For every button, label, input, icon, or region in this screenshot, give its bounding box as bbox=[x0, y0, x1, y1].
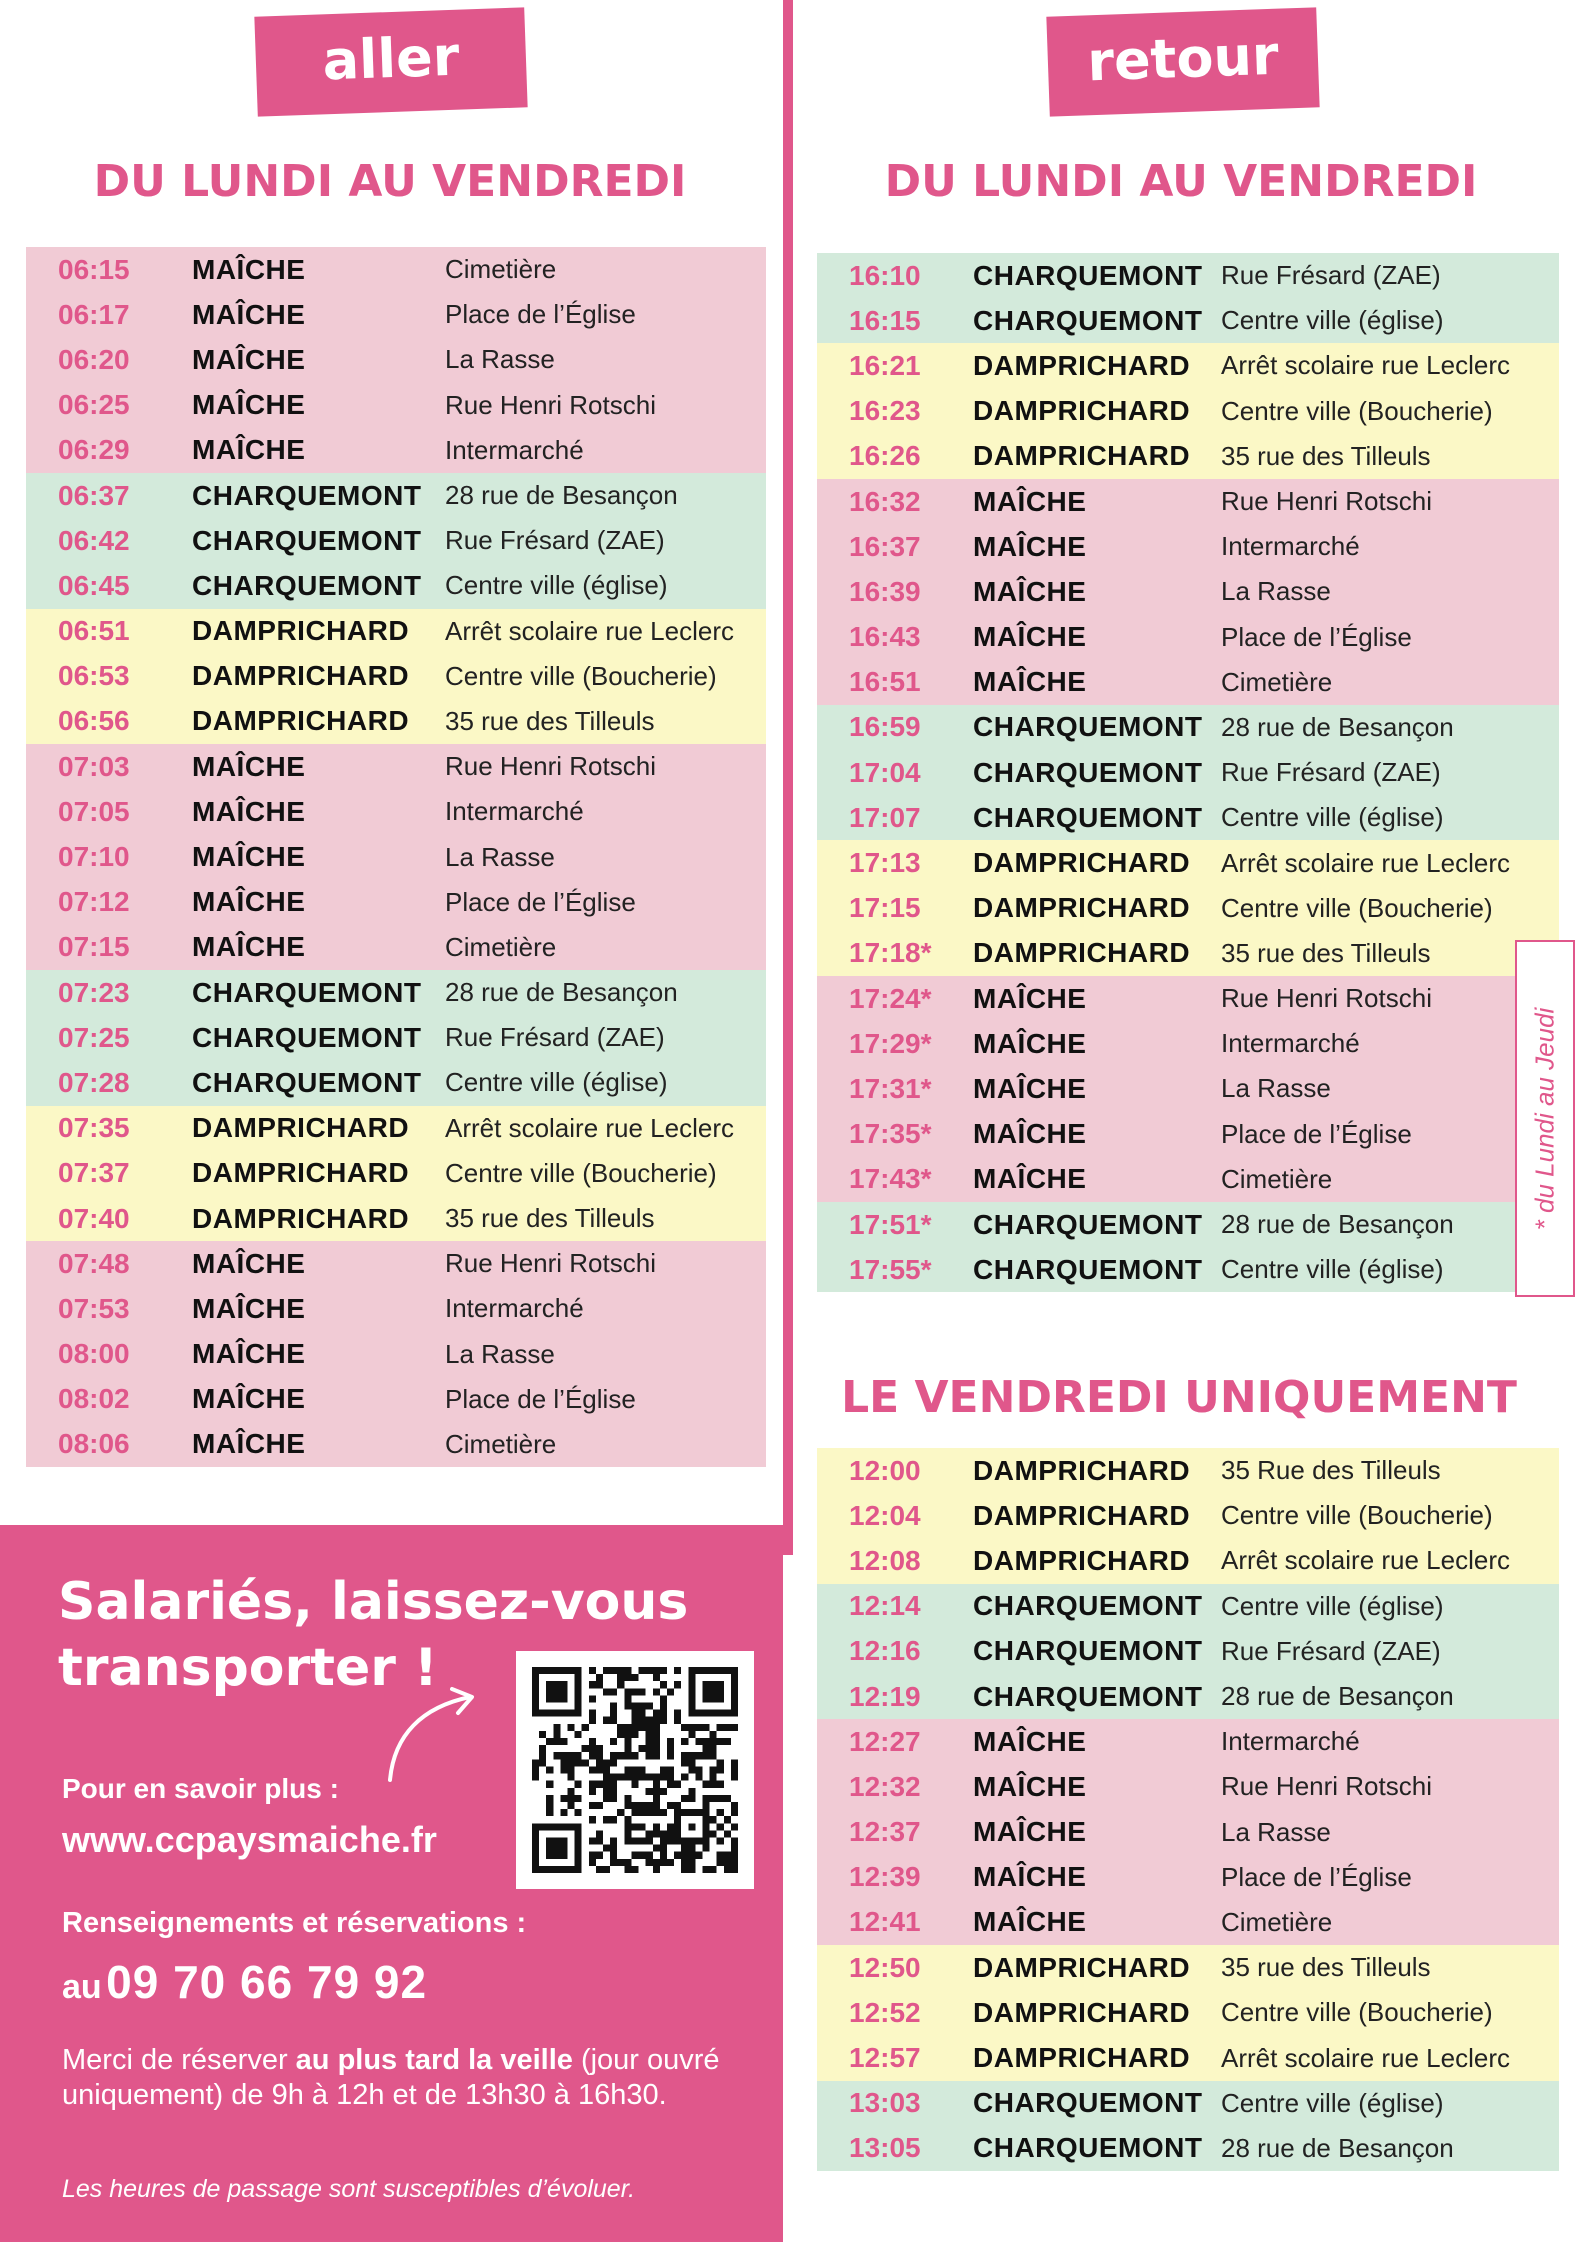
time-cell: 16:39 bbox=[817, 569, 973, 614]
booking-message-part1: Merci de réserver bbox=[62, 2044, 296, 2076]
town-cell: DAMPRICHARD bbox=[973, 886, 1221, 931]
time-cell: 16:37 bbox=[817, 524, 973, 569]
booking-message bbox=[62, 2043, 722, 2113]
time-cell: 08:00 bbox=[26, 1332, 192, 1377]
retour-schedule-table bbox=[817, 253, 1559, 1292]
table-row bbox=[817, 1900, 1559, 1945]
time-cell: 12:27 bbox=[817, 1719, 973, 1764]
town-cell: DAMPRICHARD bbox=[192, 654, 445, 699]
vendredi-section-title: LE VENDREDI UNIQUEMENT bbox=[841, 1372, 1517, 1423]
town-cell: MAÎCHE bbox=[973, 1810, 1221, 1855]
time-cell: 12:52 bbox=[817, 1990, 973, 2035]
time-cell: 12:32 bbox=[817, 1764, 973, 1809]
table-row bbox=[817, 1764, 1559, 1809]
time-cell: 17:13 bbox=[817, 840, 973, 885]
time-cell: 07:40 bbox=[26, 1196, 192, 1241]
aller-section-title: DU LUNDI AU VENDREDI bbox=[93, 156, 687, 207]
time-cell: 12:00 bbox=[817, 1448, 973, 1493]
time-cell: 07:25 bbox=[26, 1015, 192, 1060]
table-row bbox=[26, 1015, 766, 1060]
stop-cell: Centre ville (église) bbox=[1221, 1247, 1559, 1292]
stop-cell: Rue Frésard (ZAE) bbox=[445, 1015, 766, 1060]
time-cell: 13:05 bbox=[817, 2126, 973, 2171]
town-cell: DAMPRICHARD bbox=[973, 434, 1221, 479]
town-cell: CHARQUEMONT bbox=[192, 970, 445, 1015]
retour-tag: retour bbox=[1046, 7, 1319, 116]
town-cell: MAÎCHE bbox=[973, 524, 1221, 569]
town-cell: MAÎCHE bbox=[973, 615, 1221, 660]
town-cell: MAÎCHE bbox=[973, 1066, 1221, 1111]
table-row bbox=[26, 609, 766, 654]
stop-cell: Intermarché bbox=[445, 1286, 766, 1331]
table-row bbox=[817, 1021, 1559, 1066]
time-cell: 07:23 bbox=[26, 970, 192, 1015]
town-cell: MAÎCHE bbox=[192, 880, 445, 925]
table-row bbox=[26, 337, 766, 382]
time-cell: 06:53 bbox=[26, 654, 192, 699]
town-cell: MAÎCHE bbox=[973, 1112, 1221, 1157]
stop-cell: Place de l’Église bbox=[445, 880, 766, 925]
stop-cell: Rue Henri Rotschi bbox=[445, 744, 766, 789]
stop-cell: 28 rue de Besançon bbox=[445, 970, 766, 1015]
table-row bbox=[26, 880, 766, 925]
town-cell: MAÎCHE bbox=[973, 660, 1221, 705]
time-cell: 16:15 bbox=[817, 298, 973, 343]
town-cell: CHARQUEMONT bbox=[192, 563, 445, 608]
table-row bbox=[26, 925, 766, 970]
town-cell: MAÎCHE bbox=[192, 789, 445, 834]
stop-cell: 35 rue des Tilleuls bbox=[445, 1196, 766, 1241]
table-row bbox=[26, 1332, 766, 1377]
stop-cell: Rue Henri Rotschi bbox=[445, 383, 766, 428]
time-cell: 17:18* bbox=[817, 931, 973, 976]
schedule-disclaimer: Les heures de passage sont susceptibles d’évoluer. bbox=[62, 2175, 636, 2203]
stop-cell: Cimetière bbox=[445, 247, 766, 292]
booking-message-part2: (jour ouvré uniquement) de 9h à 12h et de 13h30 à 16h30. bbox=[62, 2044, 720, 2111]
town-cell: DAMPRICHARD bbox=[192, 1106, 445, 1151]
time-cell: 12:14 bbox=[817, 1584, 973, 1629]
table-row bbox=[817, 750, 1559, 795]
stop-cell: Intermarché bbox=[1221, 524, 1559, 569]
promo-panel bbox=[0, 1525, 783, 2242]
town-cell: DAMPRICHARD bbox=[973, 2035, 1221, 2080]
time-cell: 12:39 bbox=[817, 1855, 973, 1900]
table-row bbox=[26, 654, 766, 699]
table-row bbox=[817, 1448, 1559, 1493]
stop-cell: Intermarché bbox=[445, 428, 766, 473]
town-cell: MAÎCHE bbox=[192, 383, 445, 428]
time-cell: 07:37 bbox=[26, 1151, 192, 1196]
stop-cell: Rue Frésard (ZAE) bbox=[445, 518, 766, 563]
town-cell: CHARQUEMONT bbox=[973, 795, 1221, 840]
stop-cell: Place de l’Église bbox=[1221, 1855, 1559, 1900]
table-row bbox=[26, 1286, 766, 1331]
table-row bbox=[817, 524, 1559, 569]
table-row bbox=[26, 247, 766, 292]
time-cell: 06:15 bbox=[26, 247, 192, 292]
time-cell: 06:37 bbox=[26, 473, 192, 518]
time-cell: 12:37 bbox=[817, 1810, 973, 1855]
table-row bbox=[817, 840, 1559, 885]
table-row bbox=[26, 518, 766, 563]
stop-cell: Rue Frésard (ZAE) bbox=[1221, 253, 1559, 298]
town-cell: CHARQUEMONT bbox=[973, 1247, 1221, 1292]
town-cell: DAMPRICHARD bbox=[973, 840, 1221, 885]
stop-cell: 35 rue des Tilleuls bbox=[1221, 931, 1559, 976]
town-cell: MAÎCHE bbox=[973, 569, 1221, 614]
time-cell: 06:20 bbox=[26, 337, 192, 382]
town-cell: CHARQUEMONT bbox=[192, 1015, 445, 1060]
table-row bbox=[817, 931, 1559, 976]
phone-line bbox=[62, 1955, 427, 2009]
stop-cell: Rue Henri Rotschi bbox=[1221, 1764, 1559, 1809]
town-cell: MAÎCHE bbox=[973, 479, 1221, 524]
stop-cell: Centre ville (église) bbox=[1221, 2081, 1559, 2126]
stop-cell: Place de l’Église bbox=[1221, 615, 1559, 660]
table-row bbox=[26, 1422, 766, 1467]
town-cell: CHARQUEMONT bbox=[973, 1629, 1221, 1674]
stop-cell: Rue Frésard (ZAE) bbox=[1221, 750, 1559, 795]
time-cell: 08:06 bbox=[26, 1422, 192, 1467]
stop-cell: 28 rue de Besançon bbox=[1221, 705, 1559, 750]
table-row bbox=[817, 1945, 1559, 1990]
time-cell: 08:02 bbox=[26, 1377, 192, 1422]
qr-code-graphic bbox=[532, 1667, 738, 1873]
stop-cell: Centre ville (église) bbox=[1221, 1584, 1559, 1629]
time-cell: 16:51 bbox=[817, 660, 973, 705]
stop-cell: Place de l’Église bbox=[445, 1377, 766, 1422]
table-row bbox=[817, 1855, 1559, 1900]
town-cell: DAMPRICHARD bbox=[973, 1945, 1221, 1990]
more-info-label: Pour en savoir plus : bbox=[62, 1773, 339, 1804]
stop-cell: Intermarché bbox=[445, 789, 766, 834]
table-row bbox=[817, 434, 1559, 479]
table-row bbox=[817, 1719, 1559, 1764]
town-cell: MAÎCHE bbox=[192, 247, 445, 292]
stop-cell: Centre ville (Boucherie) bbox=[1221, 886, 1559, 931]
town-cell: CHARQUEMONT bbox=[192, 518, 445, 563]
stop-cell: 35 Rue des Tilleuls bbox=[1221, 1448, 1559, 1493]
promo-headline: Salariés, laissez-vous transporter ! bbox=[58, 1572, 689, 1698]
table-row bbox=[817, 1584, 1559, 1629]
time-cell: 06:51 bbox=[26, 609, 192, 654]
table-row bbox=[817, 2081, 1559, 2126]
table-row bbox=[817, 660, 1559, 705]
phone-number[interactable]: 09 70 66 79 92 bbox=[106, 1956, 428, 2008]
table-row bbox=[26, 1060, 766, 1105]
table-row bbox=[817, 389, 1559, 434]
town-cell: MAÎCHE bbox=[192, 1241, 445, 1286]
time-cell: 17:15 bbox=[817, 886, 973, 931]
time-cell: 07:03 bbox=[26, 744, 192, 789]
table-row bbox=[26, 1241, 766, 1286]
town-cell: DAMPRICHARD bbox=[192, 699, 445, 744]
stop-cell: La Rasse bbox=[1221, 569, 1559, 614]
time-cell: 12:08 bbox=[817, 1538, 973, 1583]
stop-cell: La Rasse bbox=[445, 1332, 766, 1377]
town-cell: MAÎCHE bbox=[192, 1377, 445, 1422]
time-cell: 07:12 bbox=[26, 880, 192, 925]
table-row bbox=[817, 2035, 1559, 2080]
stop-cell: Rue Henri Rotschi bbox=[445, 1241, 766, 1286]
time-cell: 17:35* bbox=[817, 1112, 973, 1157]
stop-cell: La Rasse bbox=[1221, 1810, 1559, 1855]
stop-cell: Centre ville (Boucherie) bbox=[445, 1151, 766, 1196]
town-cell: DAMPRICHARD bbox=[973, 931, 1221, 976]
town-cell: CHARQUEMONT bbox=[973, 1202, 1221, 1247]
retour-section-title: DU LUNDI AU VENDREDI bbox=[884, 156, 1478, 207]
table-row bbox=[26, 1106, 766, 1151]
town-cell: CHARQUEMONT bbox=[973, 298, 1221, 343]
table-row bbox=[817, 886, 1559, 931]
time-cell: 12:50 bbox=[817, 1945, 973, 1990]
town-cell: MAÎCHE bbox=[192, 292, 445, 337]
table-row bbox=[817, 1066, 1559, 1111]
town-cell: CHARQUEMONT bbox=[973, 750, 1221, 795]
town-cell: MAÎCHE bbox=[973, 1021, 1221, 1066]
stop-cell: Cimetière bbox=[445, 925, 766, 970]
town-cell: MAÎCHE bbox=[192, 337, 445, 382]
stop-cell: Cimetière bbox=[445, 1422, 766, 1467]
time-cell: 17:07 bbox=[817, 795, 973, 840]
stop-cell: 28 rue de Besançon bbox=[1221, 1674, 1559, 1719]
time-cell: 12:19 bbox=[817, 1674, 973, 1719]
table-row bbox=[26, 834, 766, 879]
time-cell: 06:45 bbox=[26, 563, 192, 608]
table-row bbox=[817, 569, 1559, 614]
stop-cell: Centre ville (église) bbox=[445, 1060, 766, 1105]
town-cell: CHARQUEMONT bbox=[973, 2081, 1221, 2126]
stop-cell: Centre ville (église) bbox=[1221, 298, 1559, 343]
town-cell: DAMPRICHARD bbox=[973, 1448, 1221, 1493]
vendredi-schedule-table bbox=[817, 1448, 1559, 2171]
stop-cell: Centre ville (Boucherie) bbox=[445, 654, 766, 699]
stop-cell: Cimetière bbox=[1221, 1900, 1559, 1945]
town-cell: DAMPRICHARD bbox=[973, 1493, 1221, 1538]
table-row bbox=[817, 795, 1559, 840]
time-cell: 07:15 bbox=[26, 925, 192, 970]
town-cell: DAMPRICHARD bbox=[192, 1151, 445, 1196]
town-cell: CHARQUEMONT bbox=[973, 253, 1221, 298]
time-cell: 17:31* bbox=[817, 1066, 973, 1111]
table-row bbox=[817, 1157, 1559, 1202]
table-row bbox=[26, 473, 766, 518]
town-cell: CHARQUEMONT bbox=[973, 1674, 1221, 1719]
time-cell: 06:29 bbox=[26, 428, 192, 473]
town-cell: MAÎCHE bbox=[192, 834, 445, 879]
table-row bbox=[817, 298, 1559, 343]
stop-cell: Arrêt scolaire rue Leclerc bbox=[1221, 840, 1559, 885]
time-cell: 06:56 bbox=[26, 699, 192, 744]
time-cell: 07:05 bbox=[26, 789, 192, 834]
table-row bbox=[817, 1674, 1559, 1719]
town-cell: MAÎCHE bbox=[973, 1157, 1221, 1202]
time-cell: 07:48 bbox=[26, 1241, 192, 1286]
stop-cell: Centre ville (Boucherie) bbox=[1221, 1990, 1559, 2035]
town-cell: MAÎCHE bbox=[973, 1764, 1221, 1809]
town-cell: CHARQUEMONT bbox=[192, 1060, 445, 1105]
time-cell: 12:04 bbox=[817, 1493, 973, 1538]
table-row bbox=[26, 563, 766, 608]
time-cell: 17:29* bbox=[817, 1021, 973, 1066]
town-cell: CHARQUEMONT bbox=[973, 705, 1221, 750]
stop-cell: Centre ville (Boucherie) bbox=[1221, 389, 1559, 434]
stop-cell: Rue Frésard (ZAE) bbox=[1221, 1629, 1559, 1674]
town-cell: DAMPRICHARD bbox=[973, 1538, 1221, 1583]
time-cell: 07:10 bbox=[26, 834, 192, 879]
table-row bbox=[26, 1151, 766, 1196]
table-row bbox=[817, 1247, 1559, 1292]
stop-cell: 28 rue de Besançon bbox=[1221, 2126, 1559, 2171]
stop-cell: La Rasse bbox=[445, 337, 766, 382]
table-row bbox=[817, 1493, 1559, 1538]
table-row bbox=[817, 1112, 1559, 1157]
stop-cell: La Rasse bbox=[445, 834, 766, 879]
stop-cell: Arrêt scolaire rue Leclerc bbox=[445, 609, 766, 654]
aller-tag: aller bbox=[254, 7, 527, 116]
time-cell: 16:43 bbox=[817, 615, 973, 660]
stop-cell: Centre ville (église) bbox=[1221, 795, 1559, 840]
time-cell: 12:57 bbox=[817, 2035, 973, 2080]
time-cell: 16:23 bbox=[817, 389, 973, 434]
town-cell: DAMPRICHARD bbox=[973, 1990, 1221, 2035]
time-cell: 16:32 bbox=[817, 479, 973, 524]
table-row bbox=[26, 428, 766, 473]
town-cell: CHARQUEMONT bbox=[192, 473, 445, 518]
table-row bbox=[817, 1810, 1559, 1855]
table-row bbox=[817, 2126, 1559, 2171]
time-cell: 16:26 bbox=[817, 434, 973, 479]
town-cell: MAÎCHE bbox=[192, 428, 445, 473]
stop-cell: Intermarché bbox=[1221, 1021, 1559, 1066]
stop-cell: Cimetière bbox=[1221, 660, 1559, 705]
stop-cell: Arrêt scolaire rue Leclerc bbox=[1221, 1538, 1559, 1583]
table-row bbox=[26, 383, 766, 428]
stop-cell: Arrêt scolaire rue Leclerc bbox=[1221, 2035, 1559, 2080]
time-cell: 12:16 bbox=[817, 1629, 973, 1674]
side-note-text: * du Lundi au Jeudi bbox=[1529, 1007, 1560, 1230]
time-cell: 16:59 bbox=[817, 705, 973, 750]
table-row bbox=[817, 1202, 1559, 1247]
town-cell: CHARQUEMONT bbox=[973, 2126, 1221, 2171]
reservations-label: Renseignements et réservations : bbox=[62, 1907, 527, 1939]
town-cell: MAÎCHE bbox=[192, 1332, 445, 1377]
time-cell: 06:42 bbox=[26, 518, 192, 563]
table-row bbox=[817, 615, 1559, 660]
stop-cell: La Rasse bbox=[1221, 1066, 1559, 1111]
town-cell: MAÎCHE bbox=[973, 976, 1221, 1021]
time-cell: 17:55* bbox=[817, 1247, 973, 1292]
table-row bbox=[26, 744, 766, 789]
town-cell: MAÎCHE bbox=[192, 1422, 445, 1467]
stop-cell: 28 rue de Besançon bbox=[445, 473, 766, 518]
table-row bbox=[26, 1377, 766, 1422]
time-cell: 07:53 bbox=[26, 1286, 192, 1331]
time-cell: 17:24* bbox=[817, 976, 973, 1021]
stop-cell: Arrêt scolaire rue Leclerc bbox=[1221, 343, 1559, 388]
website-link[interactable]: www.ccpaysmaiche.fr bbox=[62, 1819, 437, 1860]
stop-cell: 28 rue de Besançon bbox=[1221, 1202, 1559, 1247]
town-cell: DAMPRICHARD bbox=[973, 389, 1221, 434]
aller-schedule-table bbox=[26, 247, 766, 1467]
town-cell: DAMPRICHARD bbox=[192, 1196, 445, 1241]
time-cell: 16:21 bbox=[817, 343, 973, 388]
stop-cell: Place de l’Église bbox=[1221, 1112, 1559, 1157]
qr-code-icon[interactable] bbox=[516, 1651, 754, 1889]
phone-prefix: au bbox=[62, 1968, 102, 2006]
table-row bbox=[26, 970, 766, 1015]
table-row bbox=[817, 253, 1559, 298]
time-cell: 17:51* bbox=[817, 1202, 973, 1247]
town-cell: MAÎCHE bbox=[192, 1286, 445, 1331]
column-divider bbox=[783, 0, 793, 1555]
stop-cell: Rue Henri Rotschi bbox=[1221, 479, 1559, 524]
time-cell: 12:41 bbox=[817, 1900, 973, 1945]
stop-cell: 35 rue des Tilleuls bbox=[1221, 434, 1559, 479]
town-cell: DAMPRICHARD bbox=[192, 609, 445, 654]
stop-cell: Centre ville (église) bbox=[445, 563, 766, 608]
town-cell: CHARQUEMONT bbox=[973, 1584, 1221, 1629]
table-row bbox=[817, 976, 1559, 1021]
time-cell: 13:03 bbox=[817, 2081, 973, 2126]
table-row bbox=[817, 1538, 1559, 1583]
table-row bbox=[26, 292, 766, 337]
town-cell: MAÎCHE bbox=[192, 925, 445, 970]
table-row bbox=[26, 1196, 766, 1241]
curved-arrow-icon bbox=[382, 1685, 482, 1785]
time-cell: 17:04 bbox=[817, 750, 973, 795]
table-row bbox=[26, 699, 766, 744]
stop-cell: Arrêt scolaire rue Leclerc bbox=[445, 1106, 766, 1151]
town-cell: MAÎCHE bbox=[973, 1855, 1221, 1900]
time-cell: 07:28 bbox=[26, 1060, 192, 1105]
time-cell: 06:25 bbox=[26, 383, 192, 428]
town-cell: MAÎCHE bbox=[192, 744, 445, 789]
table-row bbox=[817, 479, 1559, 524]
stop-cell: Cimetière bbox=[1221, 1157, 1559, 1202]
table-row bbox=[817, 705, 1559, 750]
stop-cell: Rue Henri Rotschi bbox=[1221, 976, 1559, 1021]
booking-message-bold: au plus tard la veille bbox=[295, 2044, 573, 2076]
stop-cell: 35 rue des Tilleuls bbox=[445, 699, 766, 744]
stop-cell: Place de l’Église bbox=[445, 292, 766, 337]
time-cell: 16:10 bbox=[817, 253, 973, 298]
town-cell: DAMPRICHARD bbox=[973, 343, 1221, 388]
town-cell: MAÎCHE bbox=[973, 1900, 1221, 1945]
time-cell: 06:17 bbox=[26, 292, 192, 337]
table-row bbox=[817, 343, 1559, 388]
time-cell: 17:43* bbox=[817, 1157, 973, 1202]
stop-cell: 35 rue des Tilleuls bbox=[1221, 1945, 1559, 1990]
side-note-lundi-jeudi bbox=[1515, 940, 1575, 1297]
stop-cell: Intermarché bbox=[1221, 1719, 1559, 1764]
table-row bbox=[817, 1990, 1559, 2035]
table-row bbox=[26, 789, 766, 834]
town-cell: MAÎCHE bbox=[973, 1719, 1221, 1764]
stop-cell: Centre ville (Boucherie) bbox=[1221, 1493, 1559, 1538]
table-row bbox=[817, 1629, 1559, 1674]
time-cell: 07:35 bbox=[26, 1106, 192, 1151]
